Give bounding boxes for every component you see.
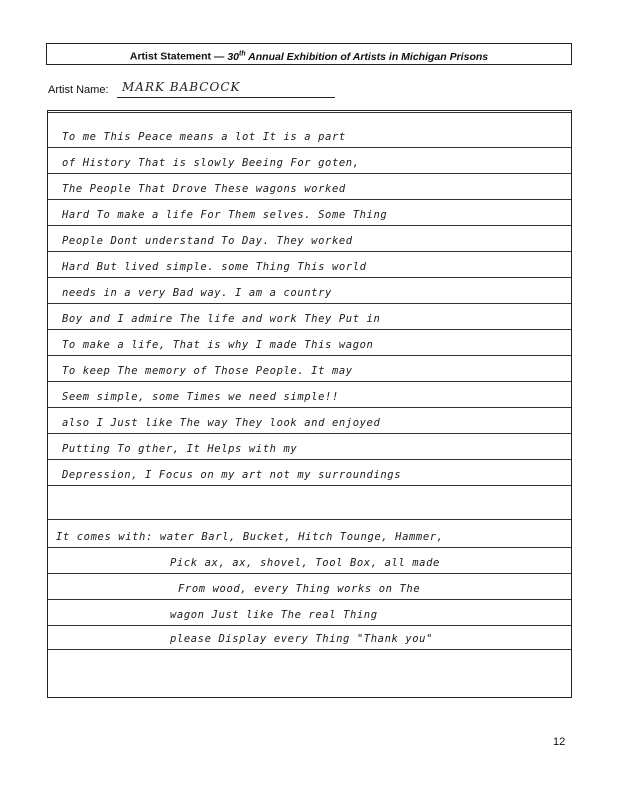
statement-line: To keep The memory of Those People. It may — [62, 365, 353, 377]
ruled-line — [48, 519, 571, 520]
items-line: It comes with: water Barl, Bucket, Hitch Tounge, Hammer, — [56, 531, 444, 543]
statement-line: To me This Peace means a lot It is a part — [62, 131, 346, 143]
statement-line: Seem simple, some Times we need simple!! — [62, 391, 339, 403]
ruled-line — [48, 112, 571, 113]
ruled-line — [48, 573, 571, 574]
ruled-line — [48, 225, 571, 226]
artist-name-label: Artist Name: — [48, 84, 109, 96]
header-prefix: Artist Statement — — [129, 50, 228, 63]
ruled-line — [48, 251, 571, 252]
statement-line: of History That is slowly Beeing For goten, — [62, 157, 360, 169]
ruled-line — [48, 433, 571, 434]
statement-line: Boy and I admire The life and work They Put in — [62, 313, 381, 325]
ruled-line — [48, 407, 571, 408]
page-number: 12 — [553, 736, 566, 748]
ruled-line — [48, 303, 571, 304]
ruled-line — [48, 599, 571, 600]
ruled-line — [48, 547, 571, 548]
ruled-line — [48, 147, 571, 148]
items-line: Pick ax, ax, shovel, Tool Box, all made — [170, 557, 440, 569]
items-line: please Display every Thing "Thank you" — [170, 633, 434, 645]
artist-name-underline — [117, 97, 335, 98]
page-header — [46, 43, 572, 65]
artist-name-value: MARK BABCOCK — [122, 80, 241, 94]
statement-line: Depression, I Focus on my art not my surroundings — [62, 469, 402, 481]
header-title-rest: Annual Exhibition of Artists in Michigan Prisons — [245, 50, 489, 63]
ruled-line — [48, 277, 571, 278]
items-line: wagon Just like The real Thing — [170, 609, 378, 621]
statement-box — [47, 110, 572, 698]
statement-line: also I Just like The way They look and enjoyed — [62, 417, 381, 429]
header-ordinal: 30 — [227, 50, 240, 63]
ruled-line — [48, 355, 571, 356]
ruled-line — [48, 649, 571, 650]
statement-line: Hard To make a life For Them selves. Some Thing — [62, 209, 388, 221]
ruled-line — [48, 459, 571, 460]
statement-line: Hard But lived simple. some Thing This world — [62, 261, 367, 273]
ruled-line — [48, 173, 571, 174]
ruled-line — [48, 329, 571, 330]
statement-line: Putting To gther, It Helps with my — [62, 443, 298, 455]
statement-line: The People That Drove These wagons worked — [62, 183, 346, 195]
header-ordinal-suffix: th — [239, 50, 246, 57]
ruled-line — [48, 625, 571, 626]
statement-line: To make a life, That is why I made This wagon — [62, 339, 374, 351]
ruled-line — [48, 199, 571, 200]
ruled-line — [48, 485, 571, 486]
items-line: From wood, every Thing works on The — [178, 583, 421, 595]
statement-line: needs in a very Bad way. I am a country — [62, 287, 332, 299]
statement-line: People Dont understand To Day. They worked — [62, 235, 353, 247]
ruled-line — [48, 381, 571, 382]
